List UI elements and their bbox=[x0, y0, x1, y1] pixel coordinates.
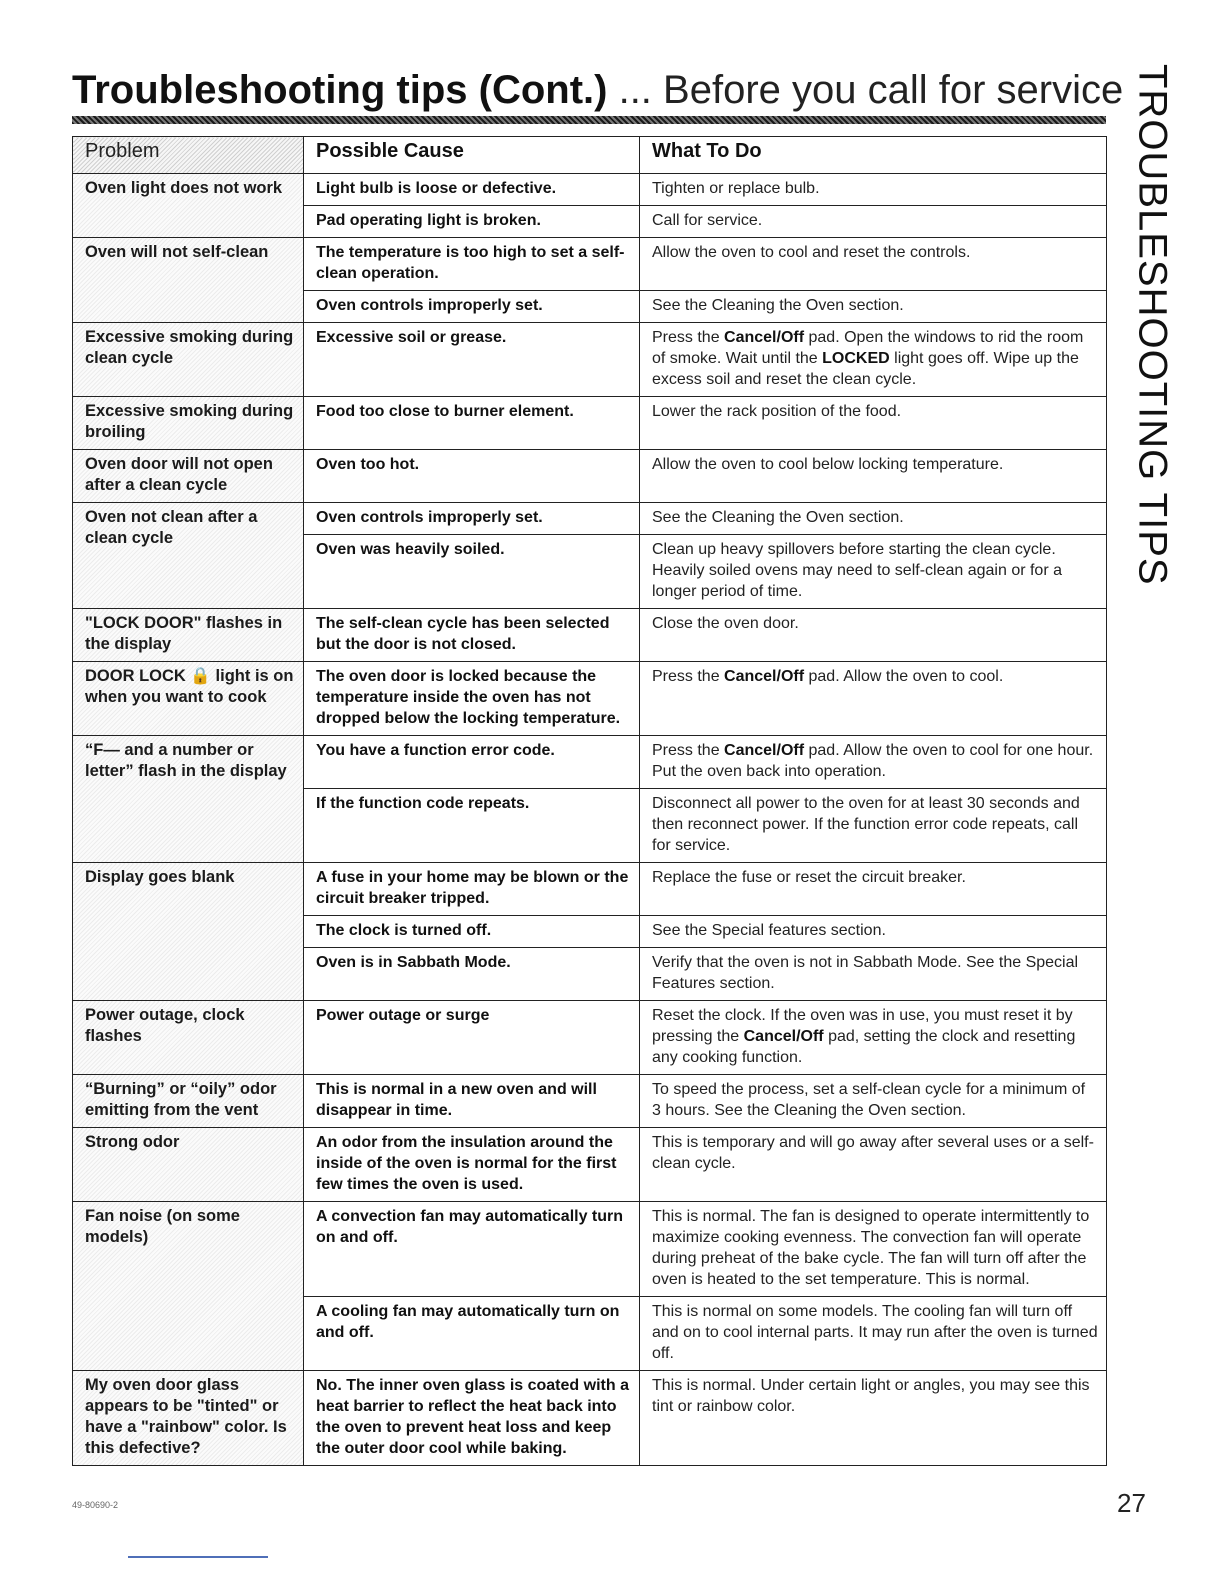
todo-cell: See the Special features section. bbox=[640, 916, 1107, 948]
cause-cell: A fuse in your home may be blown or the circuit breaker tripped. bbox=[304, 863, 640, 916]
todo-cell: Press the Cancel/Off pad. Allow the oven to cool for one hour. Put the oven back into operation. bbox=[640, 736, 1107, 789]
problem-cell: Oven door will not open after a clean cycle bbox=[73, 450, 304, 503]
todo-cell: Press the Cancel/Off pad. Allow the oven to cool. bbox=[640, 662, 1107, 736]
table-row bbox=[73, 1001, 1107, 1075]
column-header-todo: What To Do bbox=[640, 137, 1107, 174]
table-row bbox=[73, 1128, 1107, 1202]
table-row bbox=[73, 1202, 1107, 1297]
todo-cell: This is normal. Under certain light or angles, you may see this tint or rainbow color. bbox=[640, 1371, 1107, 1466]
table-row bbox=[73, 863, 1107, 916]
problem-cell: Power outage, clock flashes bbox=[73, 1001, 304, 1075]
column-header-cause: Possible Cause bbox=[304, 137, 640, 174]
table-row bbox=[73, 1075, 1107, 1128]
table-row bbox=[73, 450, 1107, 503]
table-header-row bbox=[73, 137, 1107, 174]
cause-cell: Oven controls improperly set. bbox=[304, 291, 640, 323]
table-row bbox=[73, 609, 1107, 662]
page-number: 27 bbox=[1117, 1488, 1146, 1518]
title-rule bbox=[72, 116, 1106, 124]
problem-cell: DOOR LOCK 🔒 light is on when you want to cook bbox=[73, 662, 304, 736]
todo-cell: Call for service. bbox=[640, 206, 1107, 238]
todo-cell: To speed the process, set a self-clean cycle for a minimum of 3 hours. See the Cleaning the Oven section. bbox=[640, 1075, 1107, 1128]
todo-cell: Clean up heavy spillovers before starting the clean cycle. Heavily soiled ovens may need to self-clean again or for a longer period of time. bbox=[640, 535, 1107, 609]
cause-cell: A cooling fan may automatically turn on and off. bbox=[304, 1297, 640, 1371]
cause-cell: Power outage or surge bbox=[304, 1001, 640, 1075]
cause-cell: Oven controls improperly set. bbox=[304, 503, 640, 535]
cause-cell: Oven is in Sabbath Mode. bbox=[304, 948, 640, 1001]
problem-cell: Strong odor bbox=[73, 1128, 304, 1202]
page-title-subtitle: Before you call for service bbox=[663, 68, 1124, 112]
problem-cell: Oven will not self-clean bbox=[73, 238, 304, 323]
table-row bbox=[73, 323, 1107, 397]
table-row bbox=[73, 503, 1107, 535]
todo-cell: This is normal. The fan is designed to operate intermittently to maximize cooking evenness. The convection fan will operate during preheat of the bake cycle. The fan will turn off after the oven is heated to the set temperature. This is normal. bbox=[640, 1202, 1107, 1297]
problem-cell: Excessive smoking during clean cycle bbox=[73, 323, 304, 397]
table-row bbox=[73, 1371, 1107, 1466]
todo-cell: Tighten or replace bulb. bbox=[640, 174, 1107, 206]
cause-cell: This is normal in a new oven and will disappear in time. bbox=[304, 1075, 640, 1128]
page-title bbox=[72, 64, 1123, 116]
cause-cell: Light bulb is loose or defective. bbox=[304, 174, 640, 206]
problem-cell: “Burning” or “oily” odor emitting from the vent bbox=[73, 1075, 304, 1128]
problem-cell: Fan noise (on some models) bbox=[73, 1202, 304, 1371]
cause-cell: The oven door is locked because the temperature inside the oven has not dropped below the locking temperature. bbox=[304, 662, 640, 736]
todo-cell: Press the Cancel/Off pad. Open the windows to rid the room of smoke. Wait until the LOCKED light goes off. Wipe up the excess soil and reset the clean cycle. bbox=[640, 323, 1107, 397]
document-code: 49-80690-2 bbox=[72, 1500, 119, 1510]
cause-cell: The self-clean cycle has been selected but the door is not closed. bbox=[304, 609, 640, 662]
side-tab-label: TROUBLESHOOTING TIPS bbox=[1130, 64, 1175, 586]
cause-cell: Pad operating light is broken. bbox=[304, 206, 640, 238]
table-row bbox=[73, 397, 1107, 450]
todo-cell: Lower the rack position of the food. bbox=[640, 397, 1107, 450]
todo-cell: Close the oven door. bbox=[640, 609, 1107, 662]
cause-cell: The temperature is too high to set a self-clean operation. bbox=[304, 238, 640, 291]
page-title-main: Troubleshooting tips (Cont.) bbox=[72, 68, 608, 112]
cause-cell: You have a function error code. bbox=[304, 736, 640, 789]
table-row bbox=[73, 238, 1107, 291]
todo-cell: Reset the clock. If the oven was in use, you must reset it by pressing the Cancel/Off pad, setting the clock and resetting any cooking function. bbox=[640, 1001, 1107, 1075]
table-row bbox=[73, 174, 1107, 206]
problem-cell: Oven not clean after a clean cycle bbox=[73, 503, 304, 609]
cause-cell: An odor from the insulation around the inside of the oven is normal for the first few times the oven is used. bbox=[304, 1128, 640, 1202]
table-body bbox=[73, 174, 1107, 1466]
side-tab bbox=[1124, 64, 1180, 586]
table-row bbox=[73, 736, 1107, 789]
todo-cell: This is normal on some models. The cooling fan will turn off and on to cool internal parts. It may run after the oven is turned off. bbox=[640, 1297, 1107, 1371]
cause-cell: Oven was heavily soiled. bbox=[304, 535, 640, 609]
cause-cell: A convection fan may automatically turn on and off. bbox=[304, 1202, 640, 1297]
todo-cell: Replace the fuse or reset the circuit breaker. bbox=[640, 863, 1107, 916]
cause-cell: Oven too hot. bbox=[304, 450, 640, 503]
todo-cell: Allow the oven to cool and reset the controls. bbox=[640, 238, 1107, 291]
table-row bbox=[73, 662, 1107, 736]
cause-cell: If the function code repeats. bbox=[304, 789, 640, 863]
todo-cell: This is temporary and will go away after several uses or a self-clean cycle. bbox=[640, 1128, 1107, 1202]
todo-cell: See the Cleaning the Oven section. bbox=[640, 503, 1107, 535]
todo-cell: Verify that the oven is not in Sabbath Mode. See the Special Features section. bbox=[640, 948, 1107, 1001]
bottom-rule bbox=[128, 1556, 268, 1558]
problem-cell: Excessive smoking during broiling bbox=[73, 397, 304, 450]
cause-cell: No. The inner oven glass is coated with a heat barrier to reflect the heat back into the oven to prevent heat loss and keep the outer door cool while baking. bbox=[304, 1371, 640, 1466]
column-header-problem: Problem bbox=[73, 137, 304, 174]
problem-cell: Display goes blank bbox=[73, 863, 304, 1001]
problem-cell: “F— and a number or letter” flash in the display bbox=[73, 736, 304, 863]
problem-cell: My oven door glass appears to be "tinted" or have a "rainbow" color. Is this defective? bbox=[73, 1371, 304, 1466]
todo-cell: See the Cleaning the Oven section. bbox=[640, 291, 1107, 323]
todo-cell: Disconnect all power to the oven for at least 30 seconds and then reconnect power. If the function error code repeats, call for service. bbox=[640, 789, 1107, 863]
cause-cell: Excessive soil or grease. bbox=[304, 323, 640, 397]
cause-cell: Food too close to burner element. bbox=[304, 397, 640, 450]
problem-cell: "LOCK DOOR" flashes in the display bbox=[73, 609, 304, 662]
problem-cell: Oven light does not work bbox=[73, 174, 304, 238]
cause-cell: The clock is turned off. bbox=[304, 916, 640, 948]
troubleshooting-table bbox=[72, 136, 1107, 1466]
todo-cell: Allow the oven to cool below locking temperature. bbox=[640, 450, 1107, 503]
page-title-separator: ... bbox=[607, 68, 664, 112]
